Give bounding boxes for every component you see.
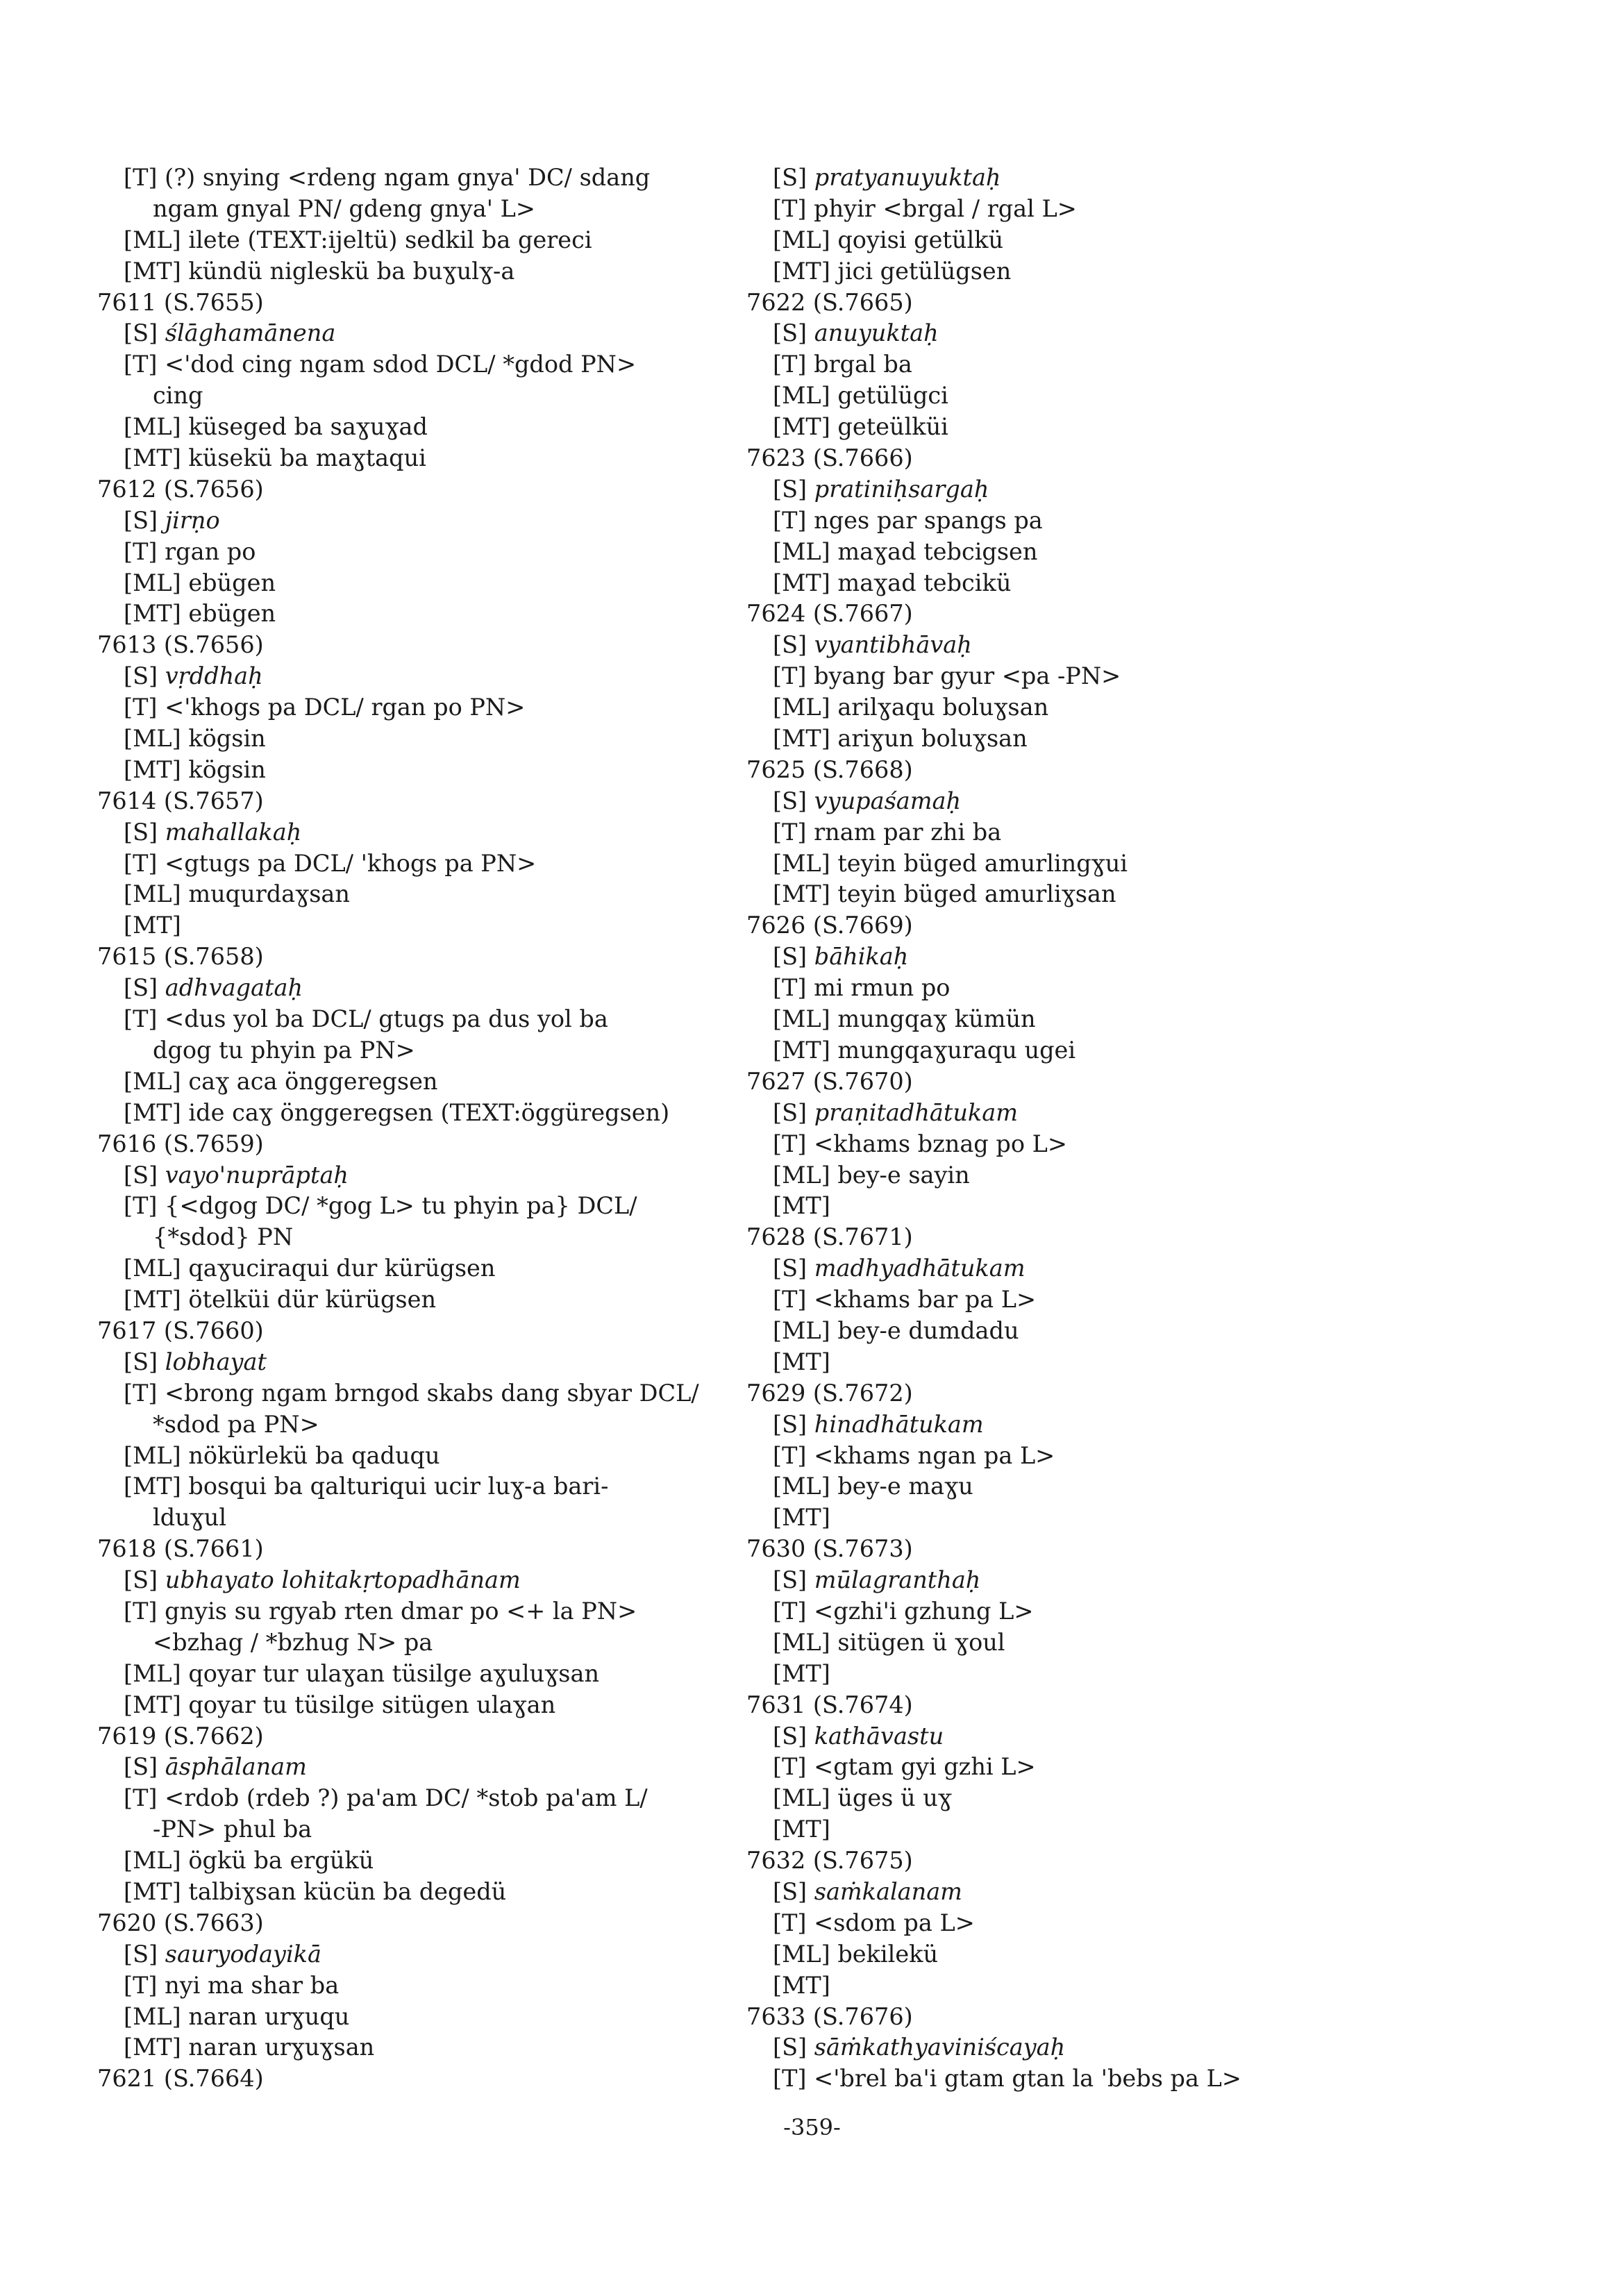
field-tag: [S] xyxy=(773,475,814,503)
entry-line: [ML] caɣ aca önggeregsen xyxy=(124,1067,438,1095)
entry-line: [MT] bosqui ba qalturiqui ucir luɣ-a bari- xyxy=(124,1473,609,1500)
entry-line: [MT] xyxy=(773,1659,830,1687)
field-tag: [S] xyxy=(124,1566,165,1594)
sanskrit-term: anuyuktaḥ xyxy=(814,319,939,347)
entry-line xyxy=(97,973,722,1004)
entry-line: [MT] xyxy=(773,1971,830,1999)
entry-line: [MT] xyxy=(773,1348,830,1375)
entry-number: 7629 (S.7672) xyxy=(746,1379,913,1407)
entry-line xyxy=(746,786,1343,817)
entry-number: 7619 (S.7662) xyxy=(97,1722,264,1750)
entry-number: 7613 (S.7656) xyxy=(97,631,264,659)
entry-line: [MT] maɣad tebcikü xyxy=(773,569,1012,596)
entry-line xyxy=(746,474,1343,505)
entry-number: 7620 (S.7663) xyxy=(97,1909,264,1936)
entry-line: [ML] nökürlekü ba qaduqu xyxy=(124,1441,440,1469)
sanskrit-term: sauryodayikā xyxy=(165,1940,321,1968)
entry-line xyxy=(746,1409,1343,1441)
entry-number: 7631 (S.7674) xyxy=(746,1691,913,1718)
sanskrit-term: kathāvastu xyxy=(814,1722,944,1750)
entry-line: [T] nges par spangs pa xyxy=(773,506,1043,534)
entry-line xyxy=(746,318,1343,349)
entry-line xyxy=(97,1160,722,1191)
entry-line: [MT] küsekü ba maɣtaqui xyxy=(124,444,426,472)
entry-line: [T] <dus yol ba DCL/ gtugs pa dus yol ba xyxy=(124,1005,608,1033)
sanskrit-term: mahallakaḥ xyxy=(165,818,302,846)
entry-line: [ML] bey-e sayin xyxy=(773,1161,970,1189)
entry-line xyxy=(97,1939,722,1970)
entry-line: [MT] kögsin xyxy=(124,755,266,783)
field-tag: [S] xyxy=(773,319,814,347)
field-tag: [S] xyxy=(773,1566,814,1594)
entry-number: 7625 (S.7668) xyxy=(746,755,913,783)
sanskrit-term: mūlagranthaḥ xyxy=(814,1566,981,1594)
entry-line: [ML] qaɣuciraqui dur kürügsen xyxy=(124,1255,496,1282)
entry-line: [T] gnyis su rgyab rten dmar po <+ la PN> xyxy=(124,1597,637,1625)
field-tag: [S] xyxy=(773,1098,814,1126)
entry-line: [MT] xyxy=(124,912,181,939)
entry-continuation: <bzhag / *bzhug N> pa xyxy=(153,1628,433,1656)
sanskrit-term: vyantibhāvaḥ xyxy=(814,631,972,659)
entry-line xyxy=(97,1347,722,1378)
entry-line: [MT] geteülküi xyxy=(773,413,948,441)
sanskrit-term: vyupaśamaḥ xyxy=(814,787,962,814)
entry-line: [ML] sitügen ü ɣoul xyxy=(773,1628,1005,1656)
entry-line: [MT] ötelküi dür kürügsen xyxy=(124,1286,437,1314)
entry-line: [ML] kögsin xyxy=(124,725,266,753)
entry-number: 7628 (S.7671) xyxy=(746,1223,913,1251)
entry-number: 7623 (S.7666) xyxy=(746,444,913,472)
entry-continuation: ngam gnyal PN/ gdeng gnya' L> xyxy=(153,194,535,222)
entry-line: [MT] jici getülügsen xyxy=(773,257,1012,285)
field-tag: [S] xyxy=(773,1877,814,1905)
entry-line: [ML] ebügen xyxy=(124,569,276,596)
entry-line: [ML] bey-e dumdadu xyxy=(773,1316,1019,1344)
entry-number: 7614 (S.7657) xyxy=(97,787,264,814)
entry-number: 7616 (S.7659) xyxy=(97,1130,264,1157)
entry-line: [MT] ide caɣ önggeregsen (TEXT:öggüregsen) xyxy=(124,1098,670,1126)
entry-line: [ML] bekilekü xyxy=(773,1940,939,1968)
entry-line: [ML] muqurdaɣsan xyxy=(124,880,350,908)
entry-line: [MT] xyxy=(773,1192,830,1220)
sanskrit-term: jirṇo xyxy=(165,506,220,534)
entry-line: [MT] teyin büged amurliɣsan xyxy=(773,880,1116,908)
sanskrit-term: bāhikaḥ xyxy=(814,943,909,971)
sanskrit-term: madhyadhātukam xyxy=(814,1255,1026,1282)
entry-number: 7622 (S.7665) xyxy=(746,288,913,316)
entry-line: [T] rgan po xyxy=(124,537,256,565)
entry-line: [T] <brong ngam brngod skabs dang sbyar DCL/ xyxy=(124,1379,699,1407)
sanskrit-term: hinadhātukam xyxy=(814,1410,984,1438)
field-tag: [S] xyxy=(773,2034,814,2061)
entry-line: [MT] xyxy=(773,1504,830,1532)
entry-line: [T] <sdom pa L> xyxy=(773,1909,975,1936)
entry-line: [ML] qoyisi getülkü xyxy=(773,226,1004,253)
entry-line xyxy=(746,1253,1343,1284)
entry-line: [ML] ilete (TEXT:ijeltü) sedkil ba gereci xyxy=(124,226,592,253)
entry-line: [MT] qoyar tu tüsilge sitügen ulaɣan xyxy=(124,1691,556,1718)
entry-line: [ML] mungqaɣ kümün xyxy=(773,1005,1036,1033)
entry-number: 7630 (S.7673) xyxy=(746,1535,913,1563)
entry-number: 7632 (S.7675) xyxy=(746,1847,913,1875)
entry-line: [T] <khams bar pa L> xyxy=(773,1286,1037,1314)
entry-line: [T] <'brel ba'i gtam gtan la 'bebs pa L> xyxy=(773,2065,1241,2093)
entry-line: [T] <'dod cing ngam sdod DCL/ *gdod PN> xyxy=(124,351,637,378)
entry-line: [ML] qoyar tur ulaɣan tüsilge aɣuluɣsan xyxy=(124,1659,600,1687)
sanskrit-term: pratiniḥsargaḥ xyxy=(814,475,989,503)
field-tag: [S] xyxy=(773,1722,814,1750)
field-tag: [S] xyxy=(773,1410,814,1438)
entry-line: [T] mi rmun po xyxy=(773,974,951,1002)
entry-line: [T] <gtam gyi gzhi L> xyxy=(773,1753,1036,1781)
field-tag: [S] xyxy=(124,319,165,347)
entry-line xyxy=(746,1565,1343,1596)
entry-line: [ML] bey-e maɣu xyxy=(773,1473,973,1500)
entry-line: [T] <'khogs pa DCL/ rgan po PN> xyxy=(124,694,526,721)
entry-line: [MT] xyxy=(773,1816,830,1843)
entry-line: [ML] teyin büged amurlingɣui xyxy=(773,849,1128,877)
entry-line: [T] brgal ba xyxy=(773,351,912,378)
entry-line xyxy=(97,661,722,692)
entry-number: 7621 (S.7664) xyxy=(97,2065,264,2093)
entry-line: [ML] naran urɣuqu xyxy=(124,2002,350,2030)
entry-line: [ML] küseged ba saɣuɣad xyxy=(124,413,428,441)
entry-number: 7617 (S.7660) xyxy=(97,1316,264,1344)
field-tag: [S] xyxy=(124,1161,165,1189)
entry-line xyxy=(97,505,722,537)
right-column xyxy=(746,162,1343,2095)
entry-line xyxy=(746,1721,1343,1752)
entry-number: 7611 (S.7655) xyxy=(97,288,264,316)
sanskrit-term: praṇitadhātukam xyxy=(814,1098,1018,1126)
sanskrit-term: lobhayat xyxy=(165,1348,267,1375)
entry-continuation: dgog tu phyin pa PN> xyxy=(153,1036,415,1064)
entry-continuation: {*sdod} PN xyxy=(153,1223,294,1251)
entry-number: 7615 (S.7658) xyxy=(97,943,264,971)
entry-line: [ML] maɣad tebcigsen xyxy=(773,537,1038,565)
entry-continuation: cing xyxy=(153,382,203,410)
field-tag: [S] xyxy=(124,974,165,1002)
field-tag: [S] xyxy=(773,943,814,971)
field-tag: [S] xyxy=(773,787,814,814)
field-tag: [S] xyxy=(124,506,165,534)
entry-line: [T] byang bar gyur <pa -PN> xyxy=(773,662,1121,690)
field-tag: [S] xyxy=(124,818,165,846)
field-tag: [S] xyxy=(124,1348,165,1375)
entry-line: [T] phyir <brgal / rgal L> xyxy=(773,194,1077,222)
entry-line: [ML] üges ü uɣ xyxy=(773,1784,952,1812)
sanskrit-term: ubhayato lohitakṛtopadhānam xyxy=(165,1566,521,1594)
entry-number: 7624 (S.7667) xyxy=(746,600,913,628)
entry-line: [T] <gtugs pa DCL/ 'khogs pa PN> xyxy=(124,849,537,877)
field-tag: [S] xyxy=(124,662,165,690)
entry-number: 7627 (S.7670) xyxy=(746,1067,913,1095)
entry-line: [ML] getülügci xyxy=(773,382,948,410)
sanskrit-term: vayo'nuprāptaḥ xyxy=(165,1161,349,1189)
entry-line xyxy=(746,1877,1343,1908)
entry-line: [T] nyi ma shar ba xyxy=(124,1971,340,1999)
entry-continuation: lduɣul xyxy=(153,1504,227,1532)
entry-line: [T] <khams ngan pa L> xyxy=(773,1441,1055,1469)
entry-line: [ML] arilɣaqu boluɣsan xyxy=(773,694,1049,721)
entry-number: 7633 (S.7676) xyxy=(746,2002,913,2030)
entry-number: 7612 (S.7656) xyxy=(97,475,264,503)
entry-line xyxy=(746,1098,1343,1129)
entry-continuation: -PN> phul ba xyxy=(153,1816,312,1843)
sanskrit-term: saṁkalanam xyxy=(814,1877,962,1905)
entry-line: [MT] talbiɣsan kücün ba degedü xyxy=(124,1877,507,1905)
entry-line xyxy=(746,2032,1343,2063)
field-tag: [S] xyxy=(124,1940,165,1968)
page-number: -359- xyxy=(783,2114,841,2140)
sanskrit-term: sāṁkathyaviniścayaḥ xyxy=(814,2034,1066,2061)
entry-line xyxy=(746,162,1343,194)
sanskrit-term: vṛddhaḥ xyxy=(165,662,263,690)
entry-line xyxy=(746,941,1343,973)
entry-line xyxy=(97,817,722,848)
entry-line: [MT] naran urɣuɣsan xyxy=(124,2034,375,2061)
entry-line: [T] (?) snying <rdeng ngam gnya' DC/ sdang xyxy=(124,164,651,191)
entry-line: [T] <gzhi'i gzhung L> xyxy=(773,1597,1034,1625)
entry-continuation: *sdod pa PN> xyxy=(153,1410,319,1438)
entry-line: [MT] mungqaɣuraqu ugei xyxy=(773,1036,1076,1064)
entry-line: [MT] kündü nigleskü ba buɣulɣ-a xyxy=(124,257,515,285)
entry-line xyxy=(97,318,722,349)
entry-line: [T] <rdob (rdeb ?) pa'am DC/ *stob pa'am L/ xyxy=(124,1784,648,1812)
entry-line xyxy=(746,630,1343,661)
entry-line xyxy=(97,1565,722,1596)
sanskrit-term: ślāghamānena xyxy=(165,319,336,347)
field-tag: [S] xyxy=(124,1753,165,1781)
entry-line: [MT] ariɣun boluɣsan xyxy=(773,725,1028,753)
sanskrit-term: āsphālanam xyxy=(165,1753,307,1781)
sanskrit-term: adhvagataḥ xyxy=(165,974,303,1002)
field-tag: [S] xyxy=(773,1255,814,1282)
entry-line: [T] {<dgog DC/ *gog L> tu phyin pa} DCL/ xyxy=(124,1192,637,1220)
entry-line: [T] rnam par zhi ba xyxy=(773,818,1002,846)
entry-number: 7626 (S.7669) xyxy=(746,912,913,939)
field-tag: [S] xyxy=(773,631,814,659)
entry-line: [T] <khams bznag po L> xyxy=(773,1130,1067,1157)
entry-number: 7618 (S.7661) xyxy=(97,1535,264,1563)
field-tag: [S] xyxy=(773,164,814,191)
entry-line xyxy=(97,1752,722,1783)
left-column xyxy=(97,162,722,2095)
entry-line: [MT] ebügen xyxy=(124,600,276,628)
sanskrit-term: pratyanuyuktaḥ xyxy=(814,164,1001,191)
entry-line: [ML] ögkü ba ergükü xyxy=(124,1847,374,1875)
